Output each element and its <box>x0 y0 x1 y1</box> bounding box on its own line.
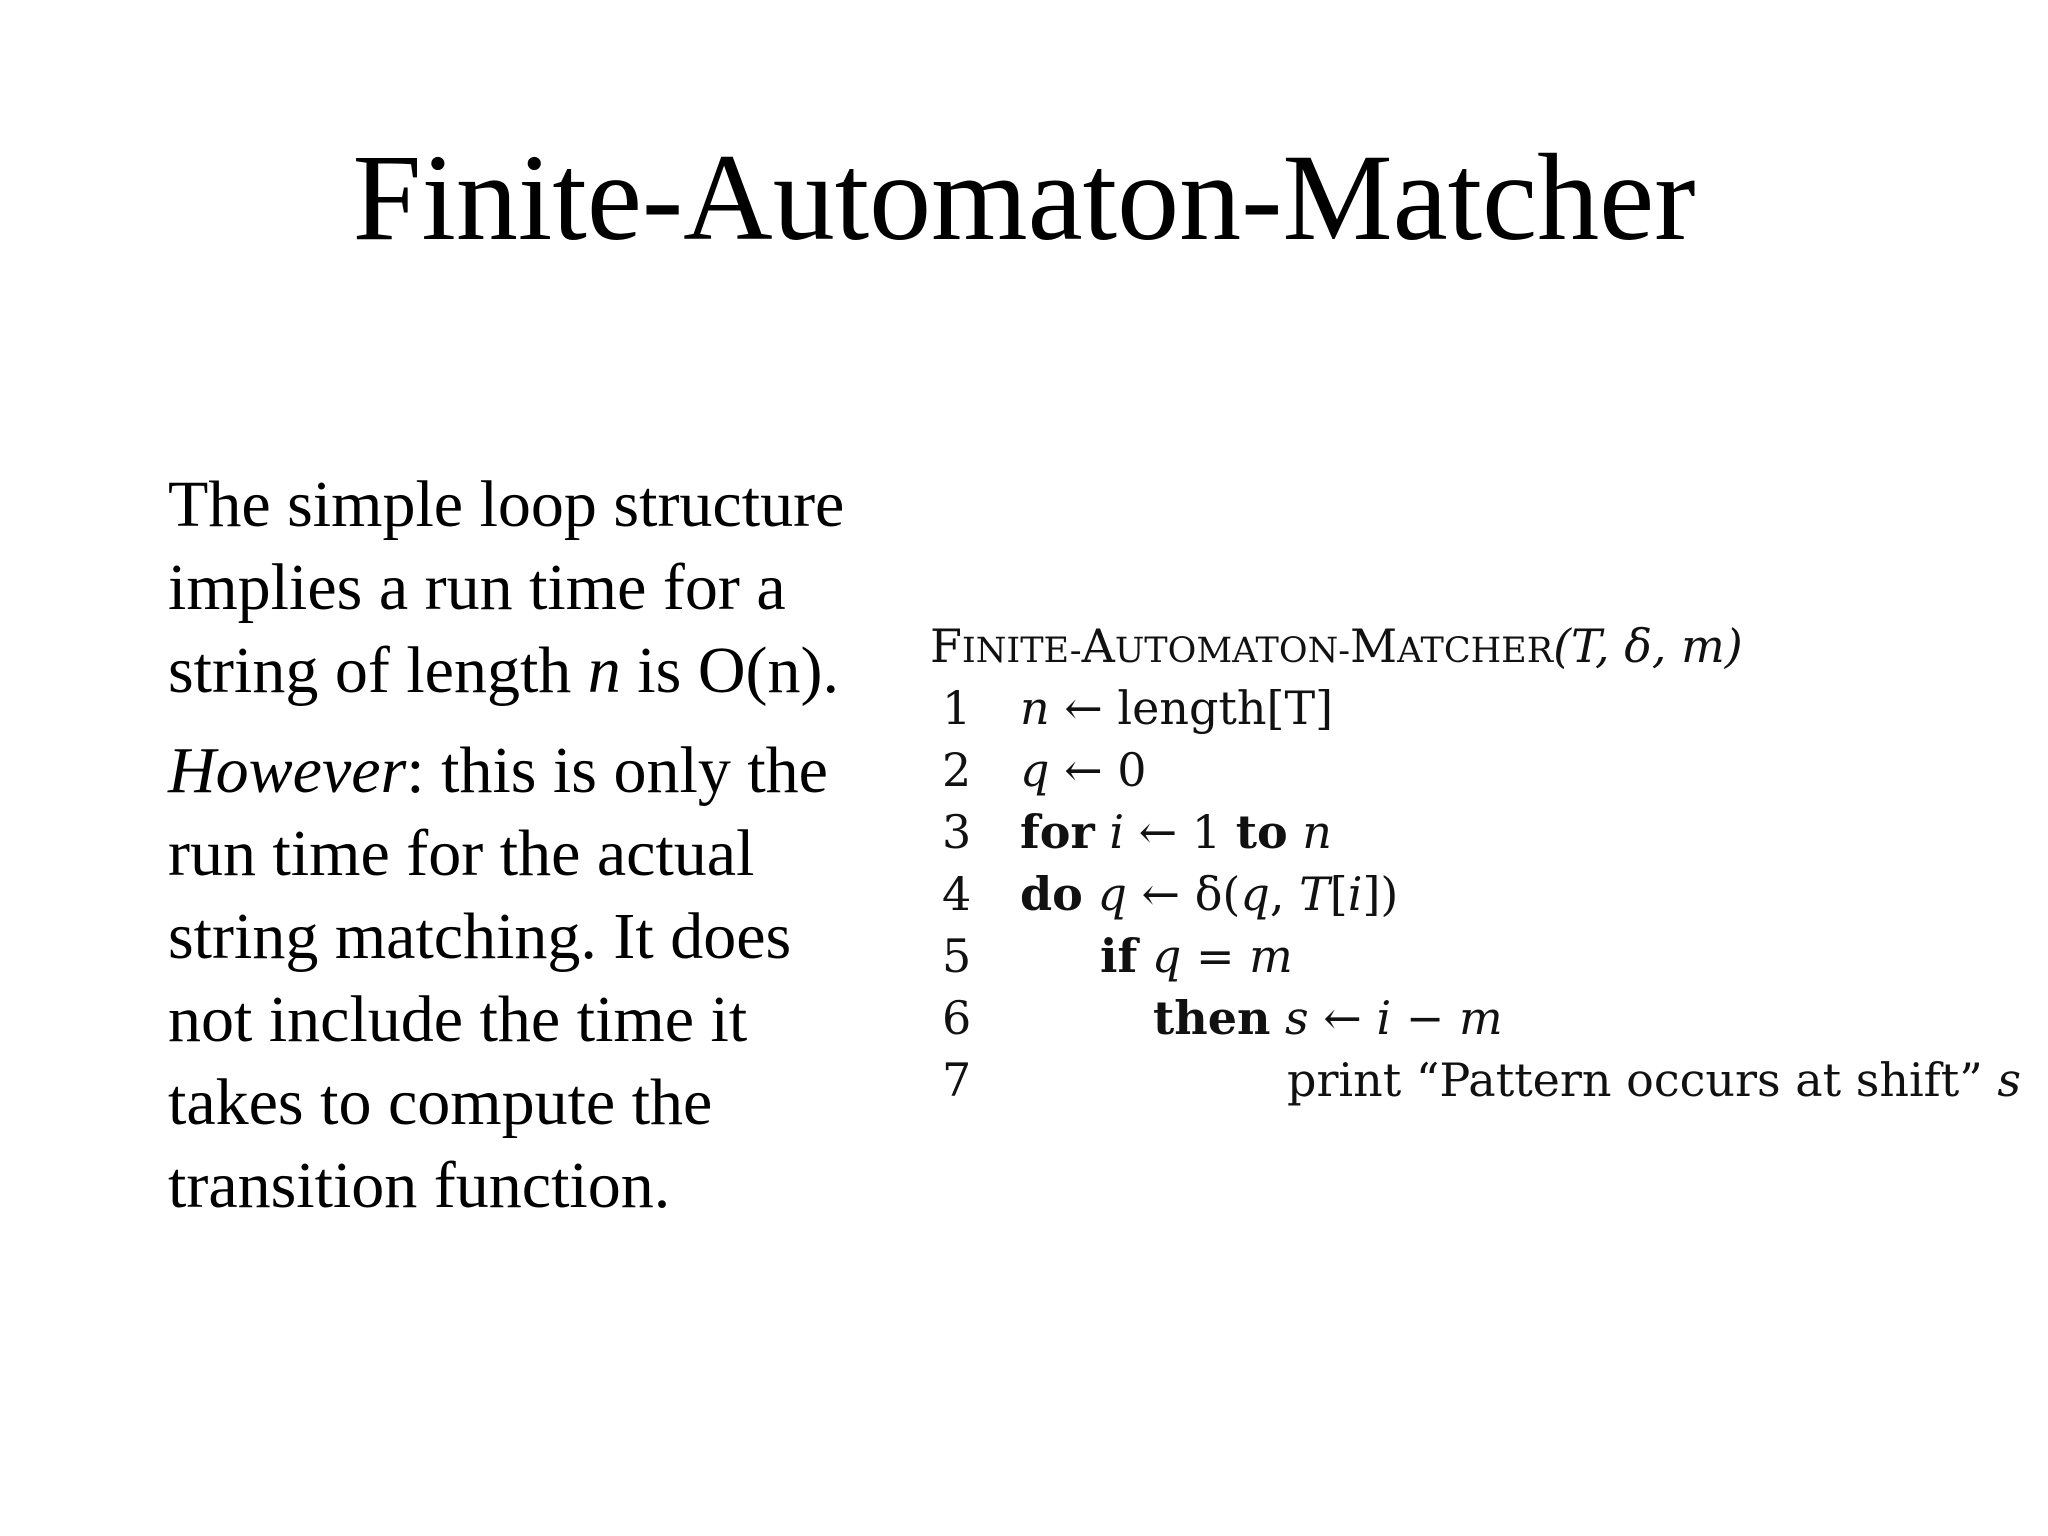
code-var: T <box>1299 867 1330 921</box>
header-args: (T, δ, m) <box>1553 619 1743 673</box>
code-text: ← 0 <box>1049 743 1147 797</box>
code-line-1 <box>930 677 2030 739</box>
code-var: m <box>1458 991 1503 1045</box>
code-statement <box>1020 801 1332 863</box>
code-line-7 <box>930 1049 2030 1111</box>
header-letter: F <box>930 619 962 673</box>
text-line: run time for the actual <box>168 817 755 890</box>
text-run: : this is only the <box>406 734 828 807</box>
text-run: is O(n). <box>620 634 839 707</box>
code-statement <box>1020 677 1333 739</box>
text-line: not include the time it <box>168 983 748 1056</box>
text-line <box>168 629 908 712</box>
code-keyword: if <box>1100 929 1138 983</box>
code-var: s <box>1270 991 1309 1045</box>
header-smallcaps: ATCHER <box>1397 631 1554 671</box>
line-number: 7 <box>942 1053 972 1107</box>
line-number: 2 <box>942 743 972 797</box>
header-smallcaps: INITE- <box>961 631 1082 671</box>
code-line-2 <box>930 739 2030 801</box>
line-number: 6 <box>942 991 972 1045</box>
emphasis-however: However <box>168 734 407 807</box>
code-text: , <box>1269 867 1300 921</box>
code-text: ]) <box>1362 867 1399 921</box>
header-letter: M <box>1350 619 1398 673</box>
code-var: q <box>1137 929 1182 983</box>
line-number: 1 <box>942 681 972 735</box>
code-text: ← δ( <box>1126 867 1241 921</box>
code-statement <box>1287 1049 2021 1111</box>
code-keyword: to <box>1235 805 1288 859</box>
code-keyword: then <box>1153 991 1271 1045</box>
code-var: i <box>1094 805 1125 859</box>
line-number: 3 <box>942 805 972 859</box>
code-var: i <box>1376 991 1392 1045</box>
header-letter: A <box>1081 619 1115 673</box>
text-line: string matching. It does <box>168 900 792 973</box>
code-keyword: do <box>1020 867 1083 921</box>
code-statement <box>1100 925 1293 987</box>
line-number: 5 <box>942 929 972 983</box>
pseudocode-block <box>930 615 2030 1111</box>
code-var: i <box>1347 867 1363 921</box>
code-var: q <box>1240 867 1270 921</box>
code-text: [ <box>1329 867 1348 921</box>
pseudocode-header <box>930 615 2030 677</box>
slide-title: Finite-Automaton-Matcher <box>352 129 1696 266</box>
code-var: q <box>1020 743 1050 797</box>
header-smallcaps: UTOMATON- <box>1114 631 1351 671</box>
code-line-5 <box>930 925 2030 987</box>
text-line: The simple loop structure <box>168 468 845 541</box>
text-line: transition function. <box>168 1149 671 1222</box>
explanation-text <box>168 463 908 1227</box>
code-var: n <box>1020 681 1050 735</box>
code-statement <box>1153 987 1503 1049</box>
code-text: print “Pattern occurs at shift” <box>1287 1053 1998 1107</box>
code-statement <box>1020 739 1147 801</box>
code-var: m <box>1249 929 1293 983</box>
code-text: − <box>1391 991 1459 1045</box>
line-number: 4 <box>942 867 972 921</box>
code-text: ← 1 <box>1124 805 1236 859</box>
code-text: ← <box>1308 991 1377 1045</box>
code-line-6 <box>930 987 2030 1049</box>
paragraph-however <box>168 729 908 1227</box>
text-run: string of length <box>168 634 588 707</box>
paragraph-runtime <box>168 463 908 712</box>
code-line-3 <box>930 801 2030 863</box>
code-keyword: for <box>1020 805 1095 859</box>
text-line: implies a run time for a <box>168 551 786 624</box>
code-statement <box>1020 863 1398 925</box>
code-line-4 <box>930 863 2030 925</box>
code-var: q <box>1082 867 1127 921</box>
code-var: n <box>1287 805 1332 859</box>
variable-n: n <box>587 634 621 707</box>
text-line <box>168 729 908 812</box>
code-text: = <box>1181 929 1250 983</box>
text-line: takes to compute the <box>168 1066 713 1139</box>
code-text: ← length[T] <box>1049 681 1334 735</box>
code-var: s <box>1997 1053 2021 1107</box>
